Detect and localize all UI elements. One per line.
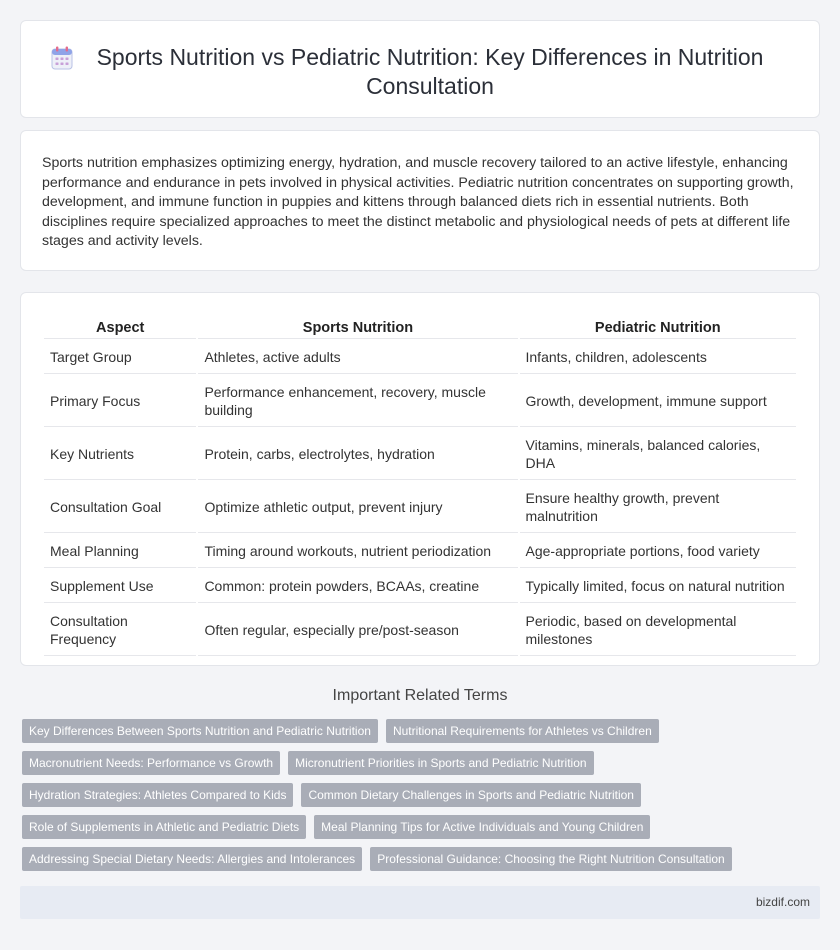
row-pediatric-value: Age-appropriate portions, food variety xyxy=(520,535,797,568)
row-pediatric-value: Periodic, based on developmental milestones xyxy=(520,605,797,656)
footer-site-link[interactable]: bizdif.com xyxy=(755,895,810,909)
row-sports-value: Protein, carbs, electrolytes, hydration xyxy=(198,429,517,480)
header-sports-nutrition: Sports Nutrition xyxy=(198,317,517,339)
related-term-tag[interactable]: Hydration Strategies: Athletes Compared to Kids xyxy=(22,783,293,807)
related-term-tag[interactable]: Micronutrient Priorities in Sports and Pediatric Nutrition xyxy=(288,751,593,775)
page-title: Sports Nutrition vs Pediatric Nutrition: Key Differences in Nutrition Consultation xyxy=(96,44,764,99)
comparison-table xyxy=(42,315,798,658)
table-row xyxy=(44,570,796,603)
row-pediatric-value: Typically limited, focus on natural nutrition xyxy=(520,570,797,603)
row-pediatric-value: Growth, development, immune support xyxy=(520,376,797,427)
row-sports-value: Common: protein powders, BCAAs, creatine xyxy=(198,570,517,603)
row-aspect: Consultation Frequency xyxy=(44,605,196,656)
intro-paragraph: Sports nutrition emphasizes optimizing energy, hydration, and muscle recovery tailored to an active lifestyle, enhancing performance and endurance in pets involved in physical activities. Pediatric nutrition concentrates on supporting growth, development, and immune function in puppies and kittens through balanced diets rich in essential nutrients. Both disciplines require specialized approaches to meet the distinct metabolic and physiological needs of pets at different life stages and activity levels. xyxy=(42,155,794,249)
related-term-tag[interactable]: Meal Planning Tips for Active Individuals and Young Children xyxy=(314,815,650,839)
row-aspect: Meal Planning xyxy=(44,535,196,568)
related-term-tag[interactable]: Common Dietary Challenges in Sports and Pediatric Nutrition xyxy=(301,783,640,807)
related-term-tag[interactable]: Key Differences Between Sports Nutrition and Pediatric Nutrition xyxy=(22,719,378,743)
table-row xyxy=(44,376,796,427)
related-term-tag[interactable]: Macronutrient Needs: Performance vs Growth xyxy=(22,751,280,775)
row-sports-value: Optimize athletic output, prevent injury xyxy=(198,482,517,533)
row-pediatric-value: Infants, children, adolescents xyxy=(520,341,797,374)
row-aspect: Supplement Use xyxy=(44,570,196,603)
footer-bar xyxy=(20,886,820,919)
row-sports-value: Often regular, especially pre/post-season xyxy=(198,605,517,656)
row-pediatric-value: Ensure healthy growth, prevent malnutrition xyxy=(520,482,797,533)
header-pediatric-nutrition: Pediatric Nutrition xyxy=(520,317,797,339)
table-row xyxy=(44,482,796,533)
row-aspect: Key Nutrients xyxy=(44,429,196,480)
row-pediatric-value: Vitamins, minerals, balanced calories, DHA xyxy=(520,429,797,480)
comparison-card xyxy=(20,292,820,666)
row-sports-value: Athletes, active adults xyxy=(198,341,517,374)
table-row xyxy=(44,605,796,656)
related-terms-heading: Important Related Terms xyxy=(332,687,508,704)
related-terms-list xyxy=(22,719,802,879)
intro-card xyxy=(20,130,820,271)
table-row xyxy=(44,341,796,374)
row-sports-value: Timing around workouts, nutrient periodization xyxy=(198,535,517,568)
row-aspect: Target Group xyxy=(44,341,196,374)
row-sports-value: Performance enhancement, recovery, muscle building xyxy=(198,376,517,427)
related-term-tag[interactable]: Addressing Special Dietary Needs: Allergies and Intolerances xyxy=(22,847,362,871)
table-row xyxy=(44,429,796,480)
related-term-tag[interactable]: Nutritional Requirements for Athletes vs Children xyxy=(386,719,659,743)
related-term-tag[interactable]: Role of Supplements in Athletic and Pediatric Diets xyxy=(22,815,306,839)
header-card xyxy=(20,20,820,118)
calendar-icon xyxy=(51,46,73,70)
title-wrap xyxy=(21,43,819,101)
table-header-row xyxy=(44,317,796,339)
row-aspect: Consultation Goal xyxy=(44,482,196,533)
row-aspect: Primary Focus xyxy=(44,376,196,427)
table-row xyxy=(44,535,796,568)
header-aspect: Aspect xyxy=(44,317,196,339)
related-term-tag[interactable]: Professional Guidance: Choosing the Right Nutrition Consultation xyxy=(370,847,732,871)
